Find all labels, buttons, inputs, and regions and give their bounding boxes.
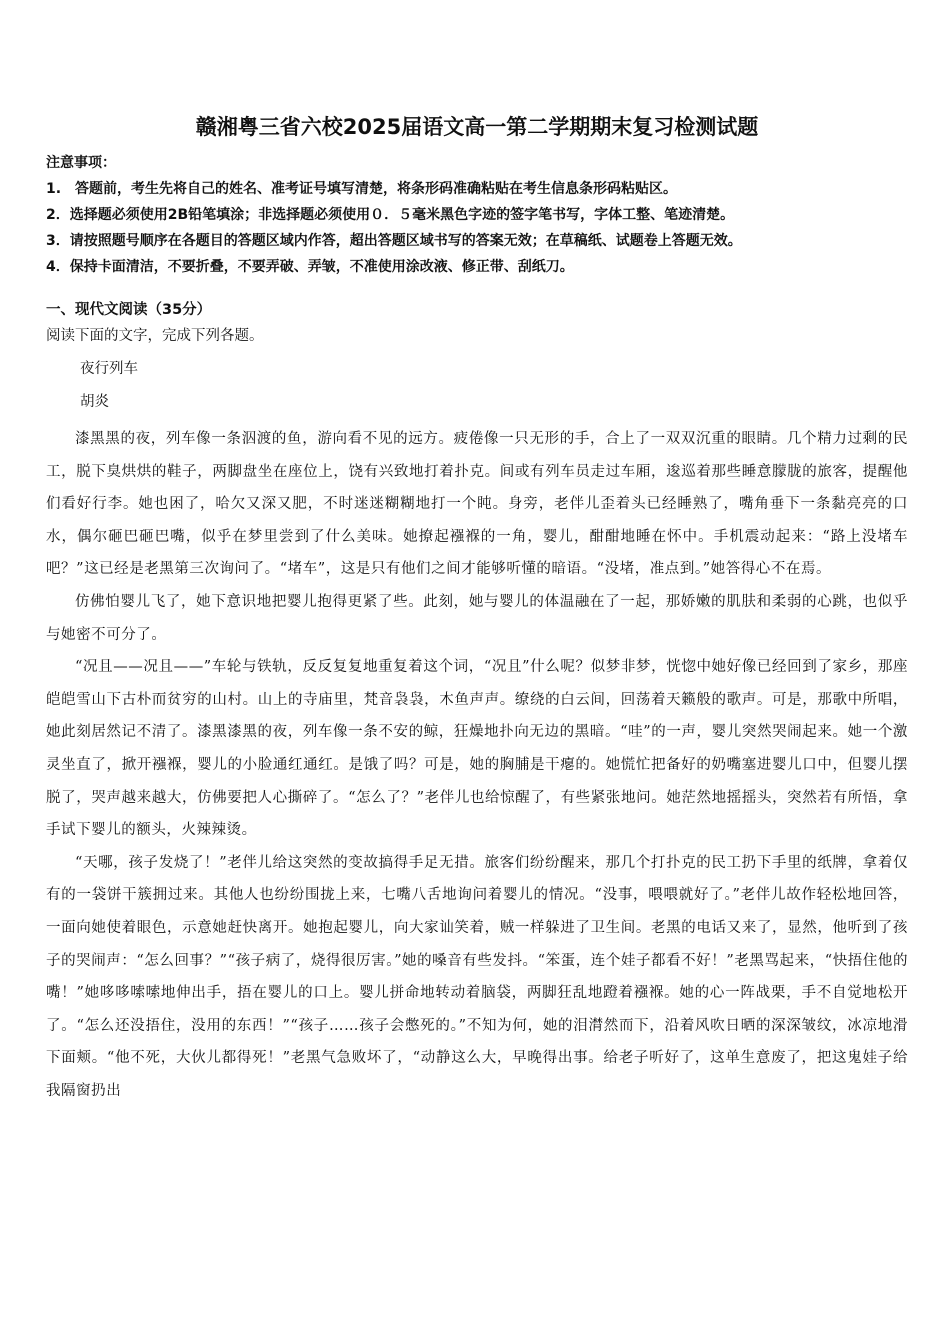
article-paragraph: “况且——况且——”车轮与铁轨，反反复复地重复着这个词，“况且”什么呢？似梦非梦，恍惚中她好像已经回到了家乡，那座皑皑雪山下古朴而贫穷的山村。山上的寺庙里，梵音袅袅，木鱼声声。缭绕的白云间，回荡着天籁般的歌声。可是，那歌中所唱，她此刻居然记不清了。漆黑漆黑的夜，列车像一条不安的鲸，狂燥地扑向无边的黑暗。“哇”的一声，婴儿突然哭闹起来。她一个激灵坐直了，掀开襁褓，婴儿的小脸通红通红。是饿了吗？可是，她的胸脯是干瘪的。她慌忙把备好的奶嘴塞进婴儿口中，但婴儿摆脱了，哭声越来越大，仿佛要把人心撕碎了。“怎么了？”老伴儿也给惊醒了，有些紧张地问。她茫然地摇摇头，突然若有所悟，拿手试下婴儿的额头，火辣辣烫。 [46,659,908,839]
article-paragraph: 仿佛怕婴儿飞了，她下意识地把婴儿抱得更紧了些。此刻，她与婴儿的体温融在了一起，那娇嫩的肌肤和柔弱的心跳，也似乎与她密不可分了。 [46,593,908,643]
notice-item: 3．请按照题号顺序在各题目的答题区域内作答，超出答题区域书写的答案无效；在草稿纸、试题卷上答题无效。 [46,233,742,249]
section-heading: 一、现代文阅读（35分） [46,302,212,318]
article-author: 胡炎 [80,394,109,410]
article-paragraph: “天哪，孩子发烧了！”老伴儿给这突然的变故搞得手足无措。旅客们纷纷醒来，那几个打扑克的民工扔下手里的纸牌，拿着仅有的一袋饼干簇拥过来。其他人也纷纷围拢上来，七嘴八舌地询问着婴儿的情况。“没事，喂喂就好了。”老伴儿故作轻松地回答，一面向她使着眼色，示意她赶快离开。她抱起婴儿，向大家讪笑着，贼一样躲进了卫生间。老黑的电话又来了，显然，他听到了孩子的哭闹声：“怎么回事？”“孩子病了，烧得很厉害。”她的嗓音有些发抖。“笨蛋，连个娃子都看不好！”老黑骂起来，“快捂住他的嘴！”她哆哆嗦嗦地伸出手，捂在婴儿的口上。婴儿拼命地转动着脑袋，两脚狂乱地蹬着襁褓。她的心一阵战栗，手不自觉地松开了。“怎么还没捂住，没用的东西！”“孩子……孩子会憋死的。”不知为何，她的泪潸然而下，沿着风吹日晒的深深皱纹，冰凉地滑下面颊。“他不死，大伙儿都得死！”老黑气急败坏了，“动静这么大，早晚得出事。给老子听好了，这单生意废了，把这鬼娃子给我隔窗扔出 [46,854,908,1099]
notice-item: 2．选择题必须使用2B铅笔填涂；非选择题必须使用０．５毫米黑色字迹的签字笔书写，字体工整、笔迹清楚。 [46,207,735,223]
notice-item: 4．保持卡面清洁，不要折叠，不要弄破、弄皱，不准使用涂改液、修正带、刮纸刀。 [46,259,574,275]
section-instruction: 阅读下面的文字，完成下列各题。 [46,328,264,344]
article-paragraph: 漆黑黑的夜，列车像一条泅渡的鱼，游向看不见的远方。疲倦像一只无形的手，合上了一双双沉重的眼睛。几个精力过剩的民工，脱下臭烘烘的鞋子，两脚盘坐在座位上，饶有兴致地打着扑克。间或有列车员走过车厢，逡巡着那些睡意朦胧的旅客，提醒他们看好行李。她也困了，哈欠又深又肥，不时迷迷糊糊地打一个盹。身旁，老伴儿歪着头已经睡熟了，嘴角垂下一条黏亮亮的口水，偶尔砸巴砸巴嘴，似乎在梦里尝到了什么美味。她撩起襁褓的一角，婴儿，酣酣地睡在怀中。手机震动起来：“路上没堵车吧？”这已经是老黑第三次询问了。“堵车”，这是只有他们之间才能够听懂的暗语。“没堵，准点到。”她答得心不在焉。 [46,431,908,578]
notice-item: 1. 答题前，考生先将自己的姓名、准考证号填写清楚，将条形码准确粘贴在考生信息条形码粘贴区。 [46,181,678,197]
article-title: 夜行列车 [80,361,138,377]
page-title: 赣湘粤三省六校2025届语文高一第二学期期末复习检测试题 [195,115,759,139]
notice-heading: 注意事项： [46,155,116,171]
article-body [46,423,908,1107]
notice-block [46,150,908,280]
